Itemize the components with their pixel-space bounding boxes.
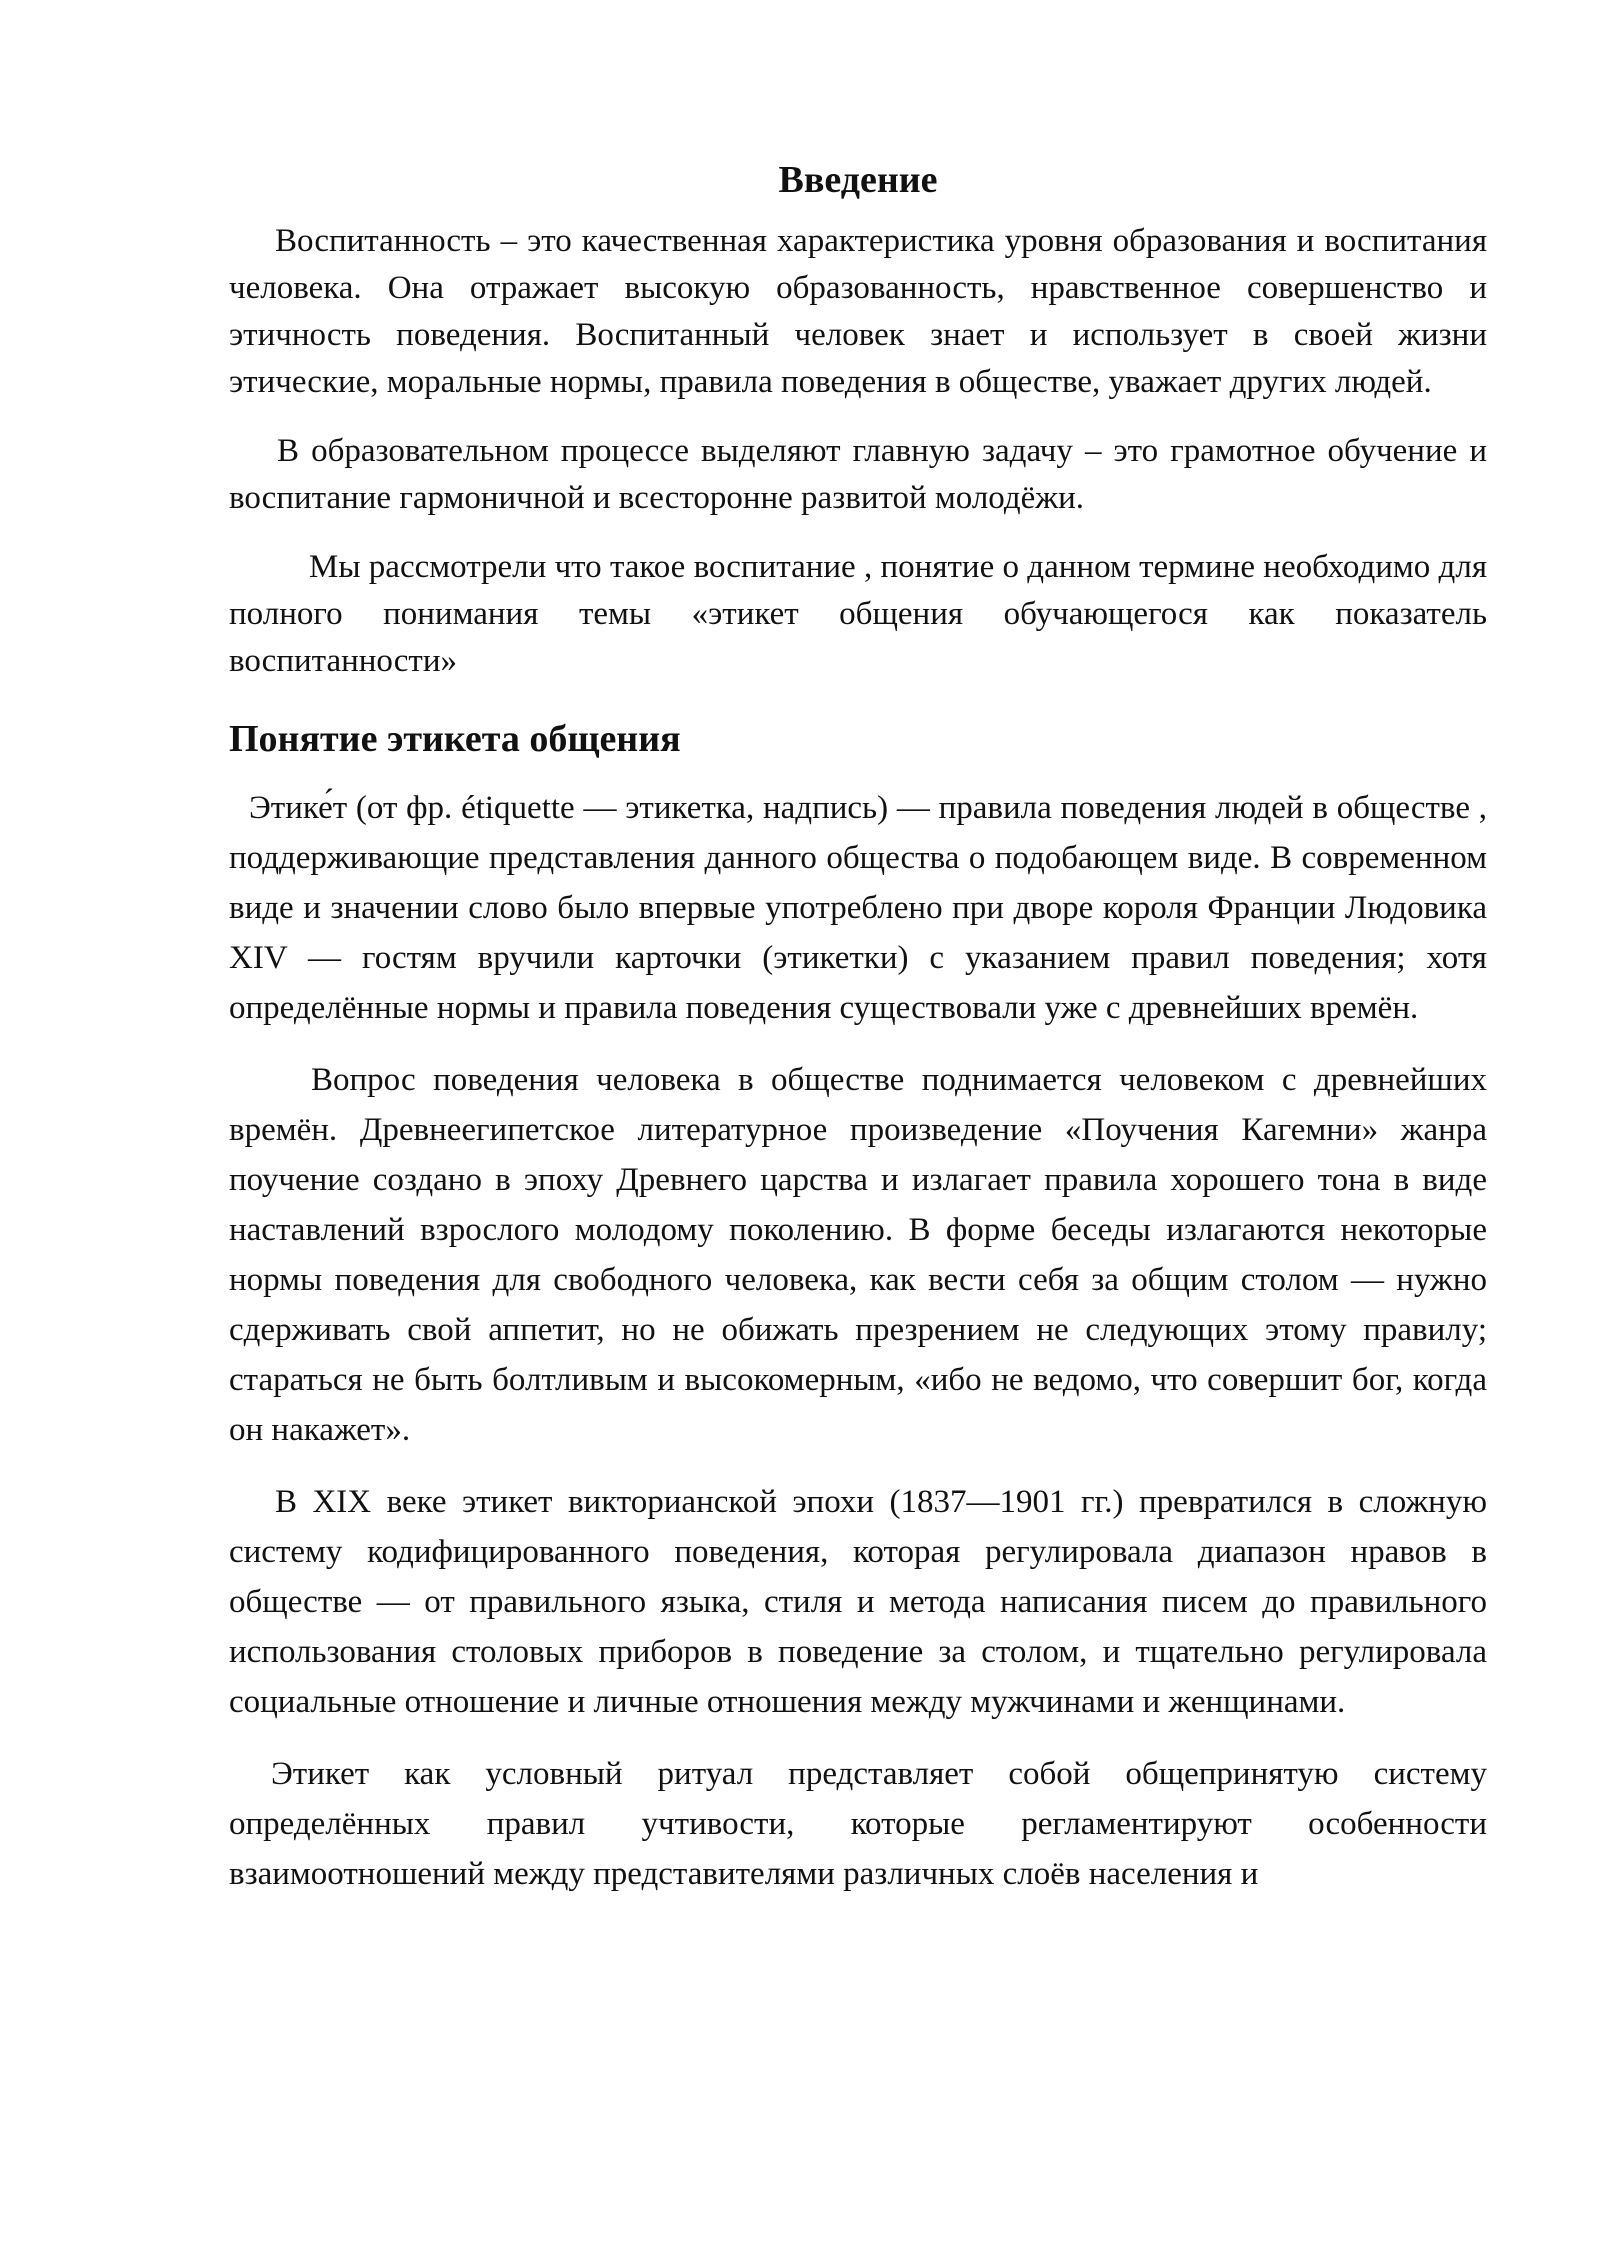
section-paragraph-3: В XIX веке этикет викторианской эпохи (1837—1901 гг.) превратился в сложную систему кодифицированного поведения, которая регулировала диапазон нравов в обществе — от правильного языка, стиля и метода написания писем до правильного использования столовых приборов в поведение за столом, и тщательно регулировала социальные отношение и личные отношения между мужчинами и женщинами.: [229, 1484, 1487, 1720]
section-paragraph-4: Этикет как условный ритуал представляет собой общепринятую систему определённых правил учтивости, которые регламентируют особенности взаимоотношений между представителями различных слоёв населения и: [229, 1756, 1487, 1892]
intro-paragraph-1: Воспитанность – это качественная характеристика уровня образования и воспитания человека. Она отражает высокую образованность, нравственное совершенство и этичность поведения. Воспитанный человек знает и использует в своей жизни этические, моральные нормы, правила поведения в обществе, уважает других людей.: [229, 223, 1487, 400]
page-title: Введение: [778, 159, 938, 201]
section-paragraph-1: Этике́т (от фр. étiquette — этикетка, надпись) — правила поведения людей в обществе , поддерживающие представления данного общества о подобающем виде. В современном виде и значении слово было впервые употреблено при дворе короля Франции Людовика XIV — гостям вручили карточки (этикетки) с указанием правил поведения; хотя определённые нормы и правила поведения существовали уже с древнейших времён.: [229, 790, 1487, 1026]
intro-paragraph-2: В образовательном процессе выделяют главную задачу – это грамотное обучение и воспитание гармоничной и всесторонне развитой молодёжи.: [229, 433, 1487, 516]
section-heading: Понятие этикета общения: [229, 718, 681, 760]
section-paragraph-2: Вопрос поведения человека в обществе поднимается человеком с древнейших времён. Древнеегипетское литературное произведение «Поучения Кагемни» жанра поучение создано в эпоху Древнего царства и излагает правила хорошего тона в виде наставлений взрослого молодому поколению. В форме беседы излагаются некоторые нормы поведения для свободного человека, как вести себя за общим столом — нужно сдерживать свой аппетит, но не обижать презрением не следующих этому правилу; стараться не быть болтливым и высокомерным, «ибо не ведомо, что совершит бог, когда он накажет».: [229, 1062, 1487, 1448]
intro-paragraph-3: Мы рассмотрели что такое воспитание , понятие о данном термине необходимо для полного понимания темы «этикет общения обучающегося как показатель воспитанности»: [229, 549, 1487, 679]
document-page: [229, 150, 1487, 1921]
